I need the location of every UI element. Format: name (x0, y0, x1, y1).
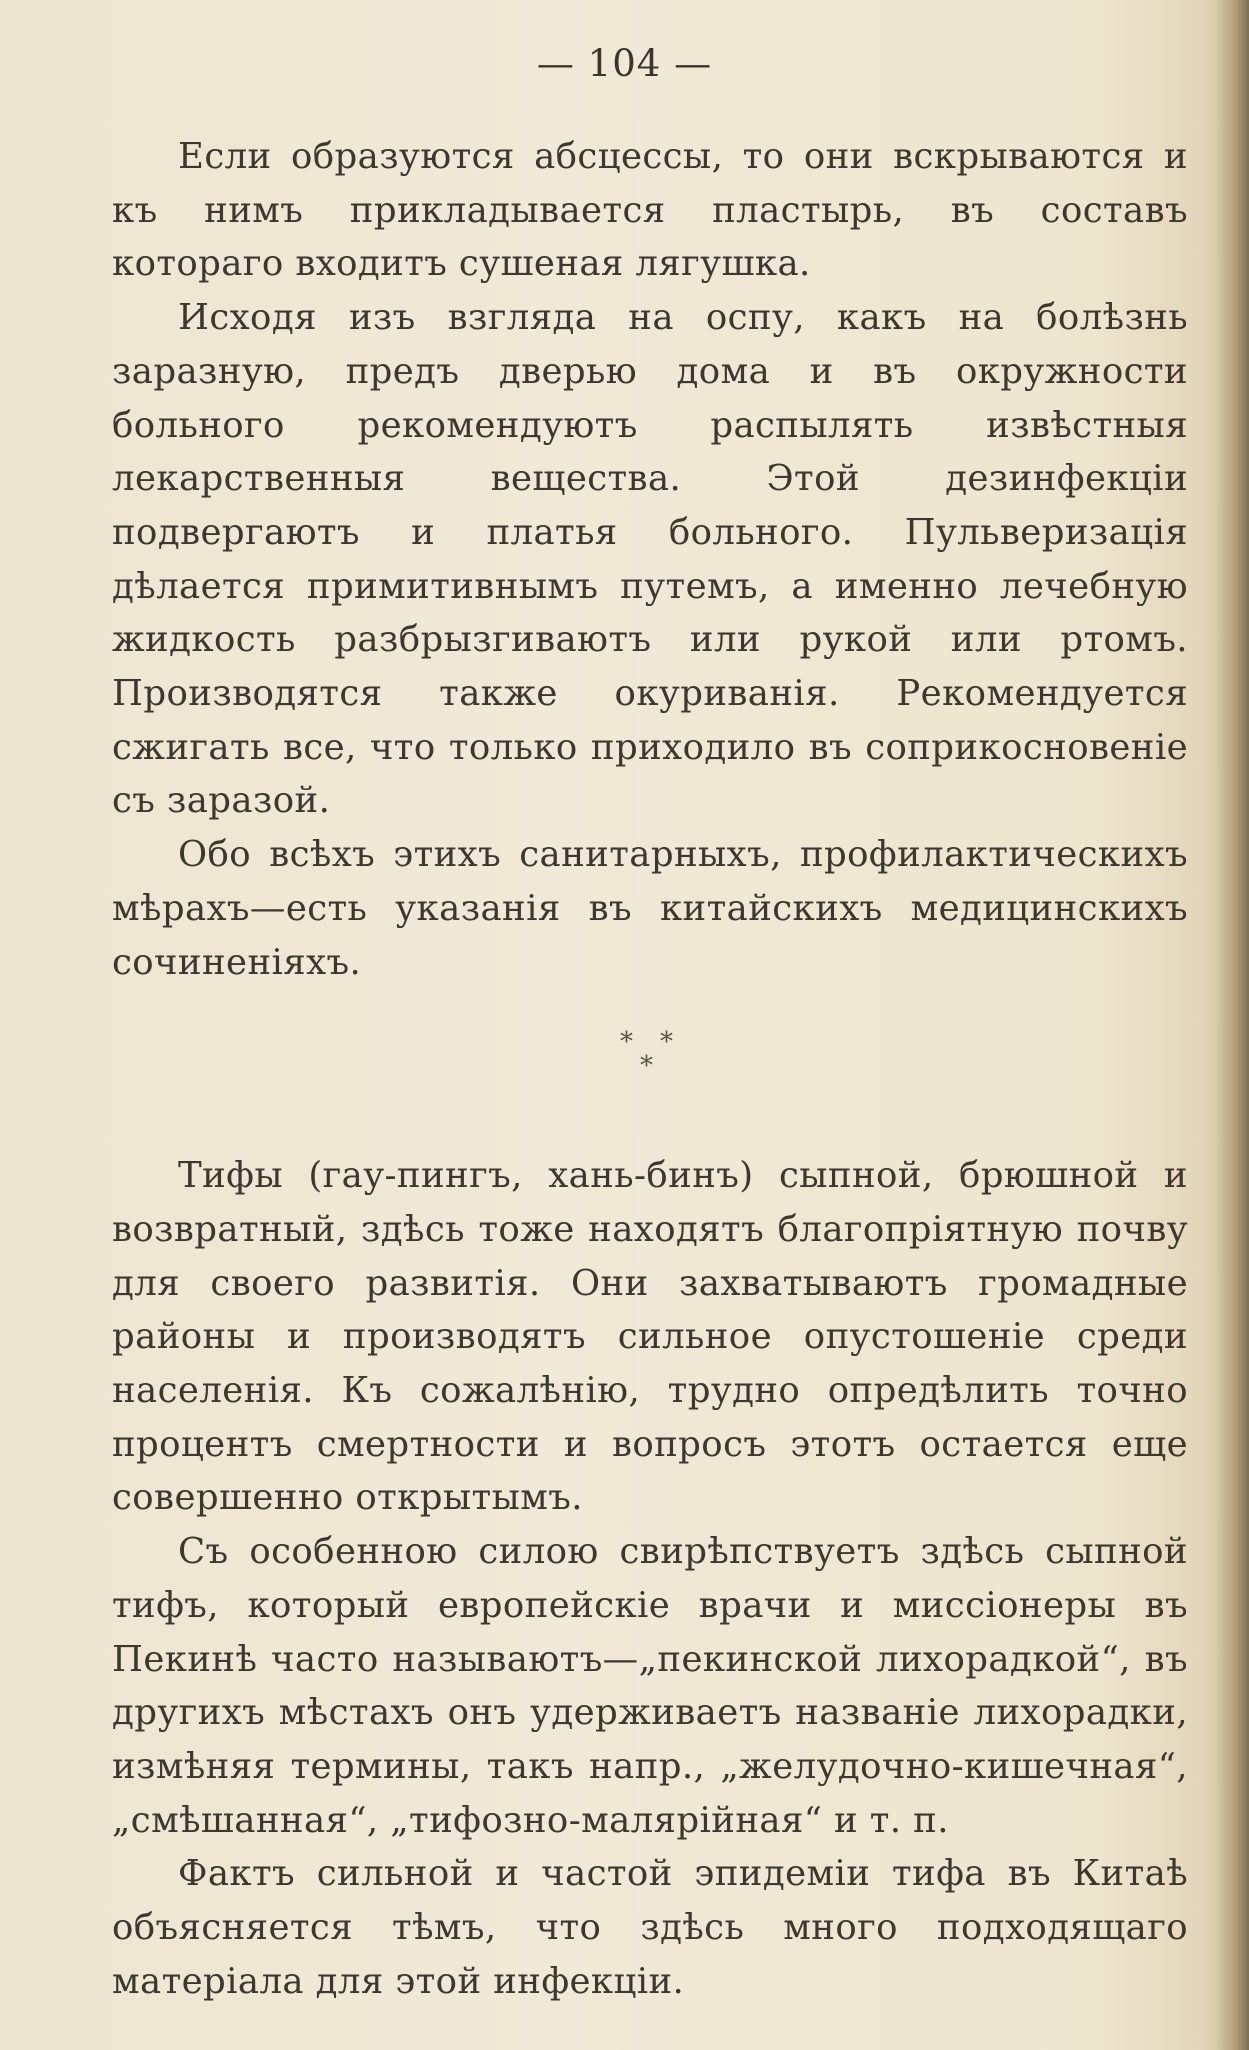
paragraph-typhus-intro: Тифы (гау-пингъ, хань-бинъ) сыпной, брюшной и возвратный, здѣсь тоже находятъ благопріятную почву для своего развитія. Они захватываютъ громадные районы и производятъ сильное опустошеніе среди населенія. Къ сожалѣнію, трудно опредѣлить точно процентъ смертности и вопросъ этотъ остается еще совершенно открытымъ. (112, 1155, 1188, 1519)
page-gutter-shadow (1215, 0, 1249, 2050)
paragraph-typhus-peking: Съ особенною силою свирѣпствуетъ здѣсь сыпной тифъ, который европейскіе врачи и миссіонеры въ Пекинѣ часто называютъ—„пекинской лихорадкой“, въ другихъ мѣстахъ онъ удерживаетъ названіе лихорадки, измѣняя термины, такъ напр., „желудочно-кишечная“, „смѣшанная“, „тифозно-малярійная“ и т. п. (112, 1531, 1188, 1841)
section-separator (112, 989, 1188, 1149)
separator-star: * (660, 1027, 674, 1058)
paragraph-abscesses: Если образуются абсцессы, то они вскрываются и къ нимъ прикладывается пластырь, въ составъ котораго входитъ сушеная лягушка. (112, 136, 1188, 285)
body-text (112, 130, 1188, 2009)
paragraph-disinfection: Исходя изъ взгляда на оспу, какъ на болѣзнь заразную, предъ дверью дома и въ окружности больного рекомендуютъ распылять извѣстныя лекарственныя вещества. Этой дезинфекціи подвергаютъ и платья больного. Пульверизація дѣлается примитивнымъ путемъ, а именно лечебную жидкость разбрызгиваютъ или рукой или ртомъ. Производятся также окуриванія. Рекомендуется сжигать все, что только приходило въ соприкосновеніе съ заразой. (112, 297, 1188, 822)
page-number: — 104 — (536, 42, 713, 85)
separator-star: * (620, 1027, 634, 1058)
separator-star: * (640, 1051, 654, 1082)
paragraph-typhus-causes: Фактъ сильной и частой эпидеміи тифа въ Китаѣ объясняется тѣмъ, что здѣсь много подходящаго матеріала для этой инфекціи. (112, 1853, 1188, 2002)
paragraph-sanitary-measures: Обо всѣхъ этихъ санитарныхъ, профилактическихъ мѣрахъ—есть указанія въ китайскихъ медицинскихъ сочиненіяхъ. (112, 834, 1188, 983)
